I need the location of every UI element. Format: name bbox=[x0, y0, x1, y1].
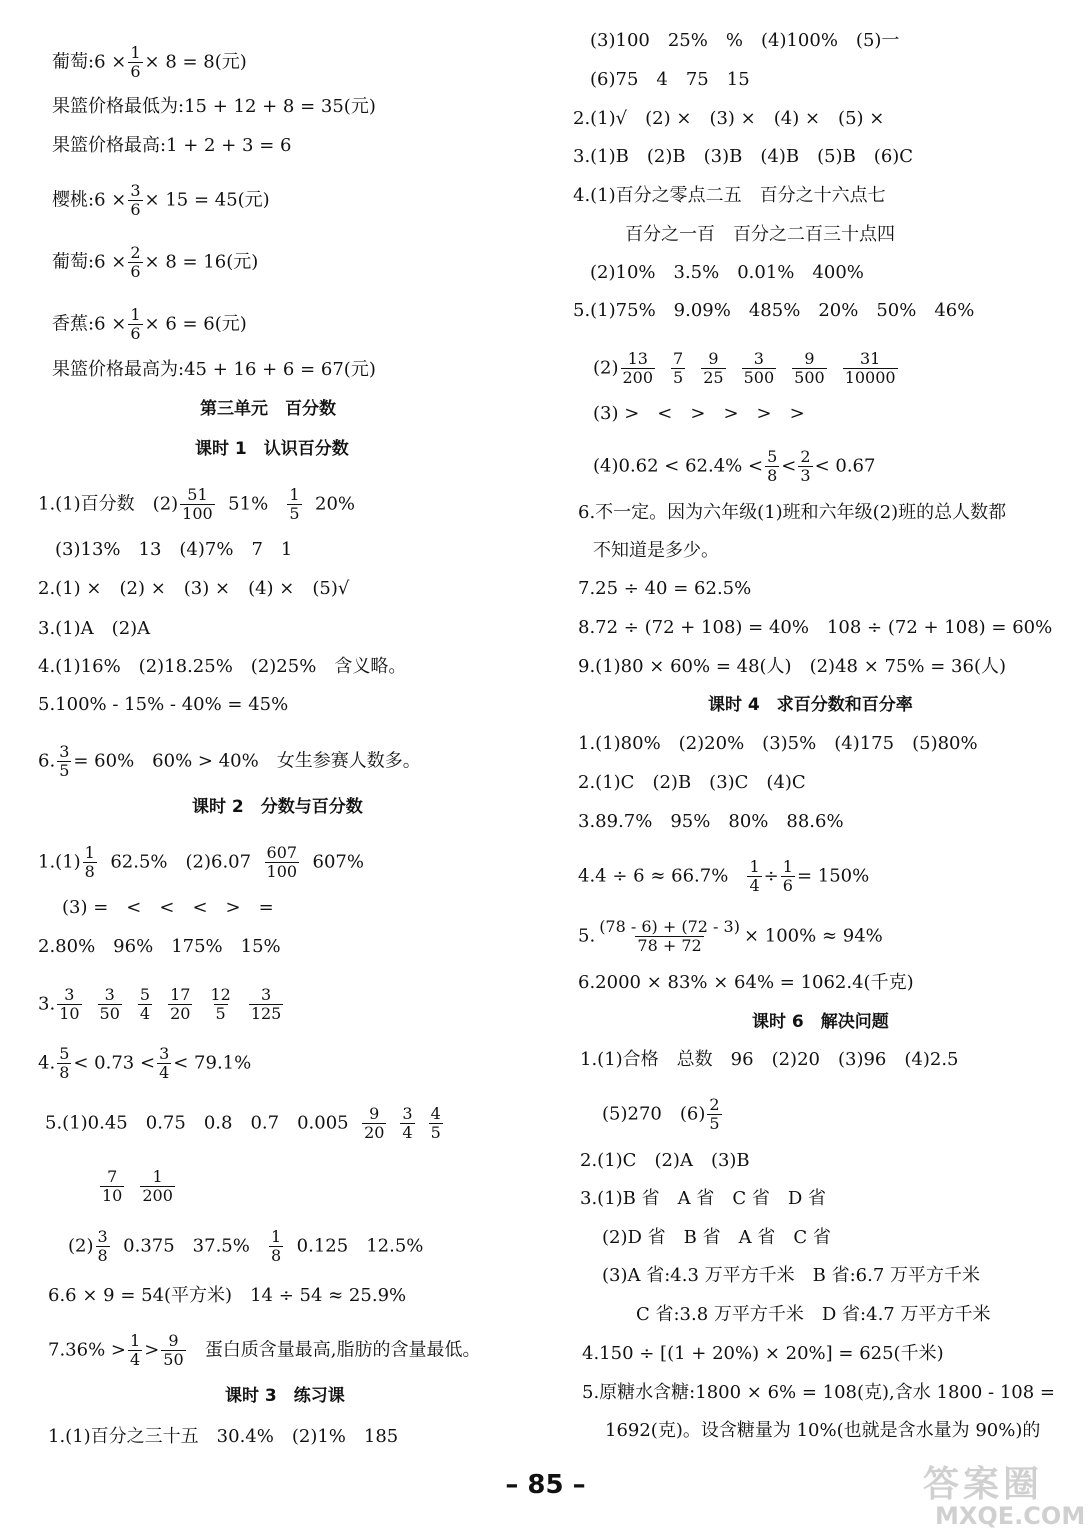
lesson-title-2: 课时 2 分数与百分数 bbox=[192, 797, 363, 817]
r-line-16: 9.(1)80 × 60% = 48(人) (2)48 × 75% = 36(人) bbox=[578, 656, 1006, 677]
fraction: $\frac{5}{4}$ bbox=[139, 985, 151, 1023]
t-line-2: 2.(1)C (2)A (3)B bbox=[580, 1150, 750, 1171]
fraction: $\frac{9}{25}$ bbox=[703, 349, 724, 387]
fraction-group bbox=[98, 1167, 189, 1205]
watermark-cn: 答案圈 bbox=[923, 1464, 1044, 1505]
fraction: $\frac{1}{6}$ bbox=[782, 857, 793, 895]
t-line-3: 3.(1)B 省 A 省 C 省 D 省 bbox=[580, 1188, 826, 1209]
fraction: $\frac{3}{10}$ bbox=[59, 985, 80, 1023]
r-line-4: 3.(1)B (2)B (3)B (4)B (5)B (6)C bbox=[573, 146, 914, 167]
line-grape-price-1: 葡萄:6 × $\frac{1}{6}$ × 8 = 8(元) bbox=[52, 43, 247, 81]
r-line-12: 6.不一定。因为六年级(1)班和六年级(2)班的总人数都 bbox=[578, 502, 1007, 523]
answer-b5: 5.(1)0.45 0.75 0.8 0.7 0.005 $\frac{9}{20}$ $\frac{3}{4}$ $\frac{4}{5}$ bbox=[45, 1105, 455, 1142]
s-line-4: 4.4 ÷ 6 ≈ 66.7% $\frac{1}{4}$ ÷ $\frac{1}{6}$ = 150% bbox=[578, 857, 870, 895]
t-line-1: 1.(1)合格 总数 96 (2)20 (3)96 (4)2.5 bbox=[580, 1049, 959, 1070]
answer-b4: 4. $\frac{5}{8}$ < 0.73 < $\frac{3}{4}$ < 79.1% bbox=[38, 1044, 252, 1082]
fraction: $\frac{3}{500}$ bbox=[743, 349, 775, 387]
t-line-5b: 1692(克)。设含糖量为 10%(也就是含水量为 90%)的 bbox=[605, 1420, 1041, 1441]
line-banana-price: 香蕉:6 × $\frac{1}{6}$ × 6 = 6(元) bbox=[52, 305, 247, 343]
fraction: $\frac{3}{5}$ bbox=[59, 742, 70, 780]
r-line-6: 百分之一百 百分之二百三十点四 bbox=[625, 224, 895, 245]
fraction: $\frac{1}{5}$ bbox=[289, 485, 300, 523]
s-line-1: 1.(1)80% (2)20% (3)5% (4)175 (5)80% bbox=[578, 733, 978, 754]
fraction: $\frac{1}{6}$ bbox=[130, 43, 141, 81]
r-line-15: 8.72 ÷ (72 + 108) = 40% 108 ÷ (72 + 108) = 60% bbox=[578, 617, 1053, 638]
fraction: $\frac{9}{20}$ bbox=[364, 1104, 385, 1142]
r-line-14: 7.25 ÷ 40 = 62.5% bbox=[578, 578, 752, 599]
answer-b5-2: (2) $\frac{3}{8}$ 0.375 37.5% $\frac{1}{8}$ 0.125 12.5% bbox=[68, 1227, 424, 1265]
s-line-3: 3.89.7% 95% 80% 88.6% bbox=[578, 811, 844, 832]
fraction: $\frac{3}{4}$ bbox=[159, 1044, 170, 1082]
fraction: $\frac{1}{4}$ bbox=[130, 1331, 141, 1369]
answer-1-1: 1.(1)百分数 (2) $\frac{51}{100}$ 51% $\frac{1}{5}$ 20% bbox=[38, 485, 356, 523]
answer-1-2: (3)13% 13 (4)7% 7 1 bbox=[55, 539, 293, 560]
lesson-title-3: 课时 3 练习课 bbox=[225, 1386, 345, 1406]
line-cherry-price: 樱桃:6 × $\frac{3}{6}$ × 15 = 45(元) bbox=[52, 181, 270, 219]
r-line-11: (4)0.62 < 62.4% < $\frac{5}{8}$ < $\frac{2}{3}$ < 0.67 bbox=[593, 447, 876, 485]
fraction: $\frac{1}{8}$ bbox=[84, 843, 95, 881]
t-line-1b: (5)270 (6) $\frac{2}{5}$ bbox=[602, 1095, 720, 1133]
answer-b1: 1.(1) $\frac{1}{8}$ 62.5% (2)6.07 $\frac{607}{100}$ 607% bbox=[38, 843, 364, 881]
fraction: $\frac{(78 - 6) + (72 - 3)}{78 + 72}$ bbox=[599, 917, 740, 955]
fraction: $\frac{9}{500}$ bbox=[794, 349, 825, 387]
line-max-price-calc: 果篮价格最高:1 + 2 + 3 = 6 bbox=[52, 135, 292, 156]
page-number: – 85 – bbox=[505, 1470, 586, 1500]
fraction: $\frac{1}{4}$ bbox=[749, 857, 760, 895]
fraction: $\frac{17}{20}$ bbox=[170, 985, 191, 1023]
r-line-1: (3)100 25% % (4)100% (5)一 bbox=[590, 30, 900, 51]
fraction: $\frac{5}{8}$ bbox=[767, 447, 778, 485]
t-line-3d: C 省:3.8 万平方千米 D 省:4.7 万平方千米 bbox=[636, 1304, 991, 1325]
fraction: $\frac{607}{100}$ bbox=[266, 843, 298, 881]
fraction: $\frac{3}{125}$ bbox=[250, 985, 282, 1023]
fraction: $\frac{7}{10}$ bbox=[102, 1167, 123, 1205]
watermark bbox=[905, 1454, 1085, 1534]
lesson-title-6: 课时 6 解决问题 bbox=[752, 1012, 889, 1032]
answer-b5-cont bbox=[98, 1168, 189, 1205]
r-line-2: (6)75 4 75 15 bbox=[590, 69, 750, 90]
answer-b2: 2.80% 96% 175% 15% bbox=[38, 936, 281, 957]
lesson-title-1: 课时 1 认识百分数 bbox=[195, 439, 349, 459]
fraction: $\frac{31}{10000}$ bbox=[844, 349, 896, 387]
fraction: $\frac{51}{100}$ bbox=[182, 485, 213, 523]
fraction: $\frac{2}{5}$ bbox=[709, 1095, 720, 1133]
line-grape-price-2: 葡萄:6 × $\frac{2}{6}$ × 8 = 16(元) bbox=[52, 243, 259, 281]
answer-2: 2.(1) × (2) × (3) × (4) × (5)√ bbox=[38, 578, 350, 599]
fraction: $\frac{2}{6}$ bbox=[130, 243, 141, 281]
r-line-10: (3) > < > > > > bbox=[593, 403, 805, 424]
t-line-3c: (3)A 省:4.3 万平方千米 B 省:6.7 万平方千米 bbox=[602, 1265, 980, 1286]
fraction: $\frac{7}{5}$ bbox=[673, 349, 684, 387]
answer-c1: 1.(1)百分之三十五 30.4% (2)1% 185 bbox=[48, 1426, 399, 1447]
fraction-group bbox=[55, 985, 297, 1023]
fraction: $\frac{3}{4}$ bbox=[402, 1104, 413, 1142]
answer-b6: 6.6 × 9 = 54(平方米) 14 ÷ 54 ≈ 25.9% bbox=[48, 1285, 407, 1306]
unit-title: 第三单元 百分数 bbox=[200, 399, 336, 419]
fraction: $\frac{1}{6}$ bbox=[130, 305, 141, 343]
s-line-6: 6.2000 × 83% × 64% = 1062.4(千克) bbox=[578, 972, 914, 993]
fraction: $\frac{3}{6}$ bbox=[130, 181, 141, 219]
fraction: $\frac{2}{3}$ bbox=[800, 447, 811, 485]
fraction: $\frac{5}{8}$ bbox=[59, 1044, 70, 1082]
fraction: $\frac{12}{5}$ bbox=[210, 985, 231, 1023]
r-line-9: (2) $\frac{13}{200}$ $\frac{7}{5}$ $\frac{9}{25}$ $\frac{3}{500}$ $\frac{9}{500}$ $\frac{31}{10000}$ bbox=[593, 350, 912, 387]
r-line-13: 不知道是多少。 bbox=[593, 540, 719, 561]
line-max-price: 果篮价格最高为:45 + 16 + 6 = 67(元) bbox=[52, 359, 376, 380]
answer-b3: 3. $\frac{3}{10}$ $\frac{3}{50}$ $\frac{5}{4}$ $\frac{17}{20}$ $\frac{12}{5}$ $\frac{3}{125}$ bbox=[38, 986, 297, 1023]
fraction: $\frac{1}{8}$ bbox=[271, 1227, 282, 1265]
r-line-3: 2.(1)√ (2) × (3) × (4) × (5) × bbox=[573, 108, 885, 129]
fraction: $\frac{1}{200}$ bbox=[142, 1167, 173, 1205]
fraction: $\frac{3}{8}$ bbox=[97, 1227, 108, 1265]
fraction: $\frac{4}{5}$ bbox=[430, 1104, 441, 1142]
fraction-group bbox=[360, 1104, 455, 1142]
answer-b1-3: (3) = < < < > = bbox=[62, 897, 274, 918]
lesson-title-4: 课时 4 求百分数和百分率 bbox=[708, 695, 913, 715]
t-line-4: 4.150 ÷ [(1 + 20%) × 20%] = 625(千米) bbox=[582, 1343, 944, 1364]
answer-4: 4.(1)16% (2)18.25% (2)25% 含义略。 bbox=[38, 656, 407, 677]
answer-5: 5.100% - 15% - 40% = 45% bbox=[38, 694, 289, 715]
r-line-7: (2)10% 3.5% 0.01% 400% bbox=[590, 262, 864, 283]
s-line-2: 2.(1)C (2)B (3)C (4)C bbox=[578, 772, 806, 793]
fraction: $\frac{13}{200}$ bbox=[622, 349, 654, 387]
answer-b7: 7.36% > $\frac{1}{4}$ > $\frac{9}{50}$ 蛋白质含量最高,脂肪的含量最低。 bbox=[48, 1331, 481, 1369]
watermark-en: MXQE.COM bbox=[935, 1502, 1086, 1530]
t-line-3b: (2)D 省 B 省 A 省 C 省 bbox=[602, 1227, 831, 1248]
r-line-8: 5.(1)75% 9.09% 485% 20% 50% 46% bbox=[573, 300, 975, 321]
fraction-group bbox=[619, 349, 912, 387]
r-line-5: 4.(1)百分之零点二五 百分之十六点七 bbox=[573, 185, 886, 206]
answer-3: 3.(1)A (2)A bbox=[38, 618, 151, 639]
line-min-price: 果篮价格最低为:15 + 12 + 8 = 35(元) bbox=[52, 96, 376, 117]
fraction: $\frac{9}{50}$ bbox=[163, 1331, 184, 1369]
s-line-5: 5. $\frac{(78 - 6) + (72 - 3)}{78 + 72}$ × 100% ≈ 94% bbox=[578, 917, 883, 955]
t-line-5: 5.原糖水含糖:1800 × 6% = 108(克),含水 1800 - 108 = bbox=[582, 1382, 1055, 1403]
fraction: $\frac{3}{50}$ bbox=[99, 985, 120, 1023]
answer-6: 6. $\frac{3}{5}$ = 60% 60% > 40% 女生参赛人数多。 bbox=[38, 742, 421, 780]
